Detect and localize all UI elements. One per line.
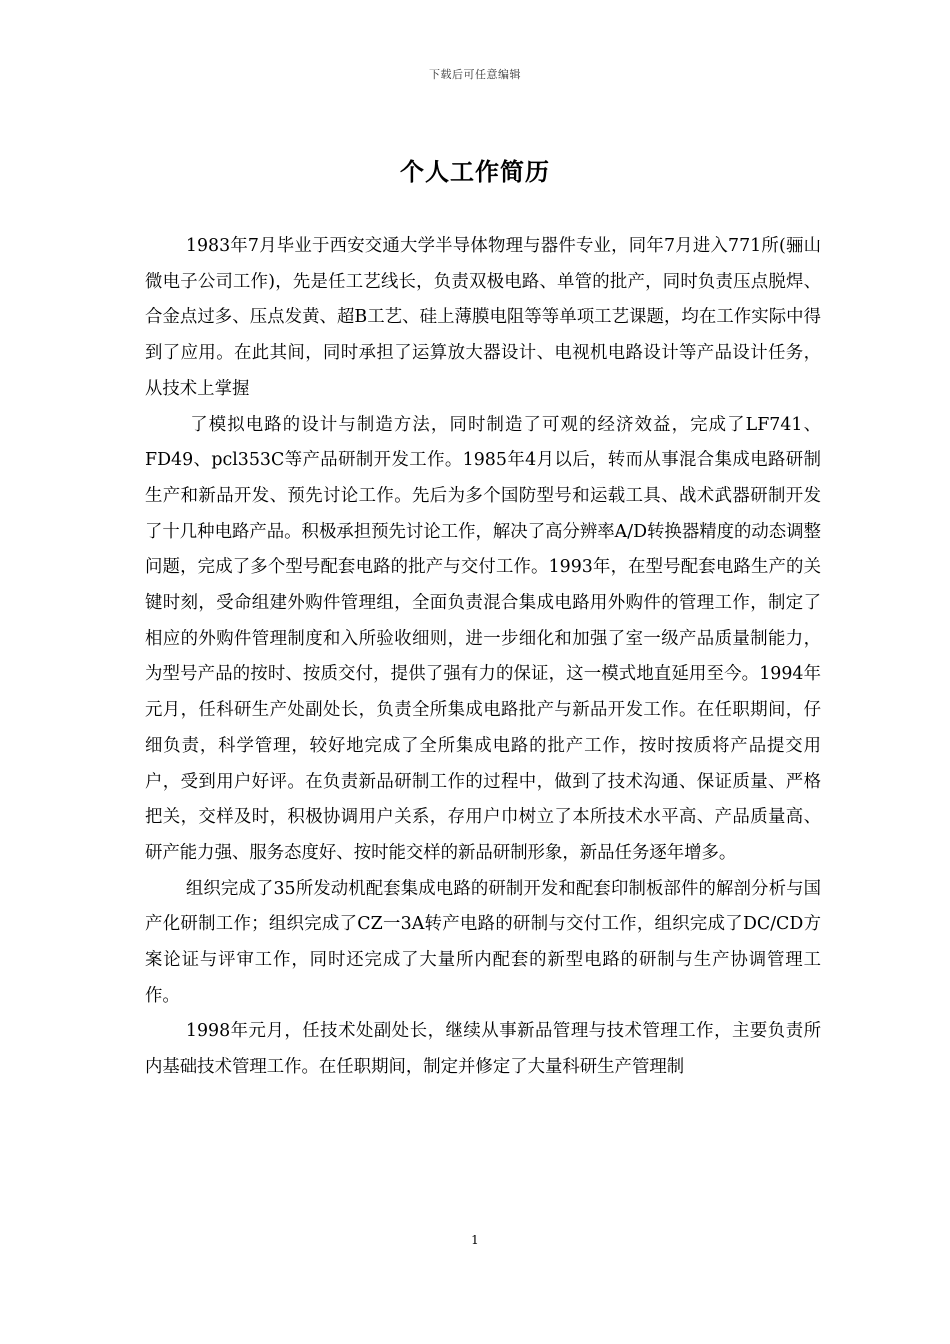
paragraph: 组织完成了35所发动机配套集成电路的研制开发和配套印制板部件的解剖分析与国产化研制工作；组织完成了CZ一3A转产电路的研制与交付工作，组织完成了DC/CD方案论证与评审工作，同时还完成了大量所内配套的新型电路的研制与生产协调管理工作。 [145,878,821,1006]
page-header-note: 下载后可任意编辑 [429,68,521,81]
document-body [145,229,821,1086]
paragraph: 1983年7月毕业于西安交通大学半导体物理与器件专业，同年7月进入771所(骊山微电子公司工作)，先是任工艺线长，负责双极电路、单管的批产，同时负责压点脱焊、合金点过多、压点发黄、超B工艺、硅上薄膜电阻等等单项工艺课题，均在工作实际中得到了应用。在此其间，同时承担了运算放大器设计、电视机电路设计等产品设计任务，从技术上掌握 [145,236,821,399]
paragraph: 了模拟电路的设计与制造方法，同时制造了可观的经济效益，完成了LF741、FD49、pcl353C等产品研制开发工作。1985年4月以后，转而从事混合集成电路研制生产和新品开发、预先讨论工作。先后为多个国防型号和运载工具、战术武器研制开发了十几种电路产品。积极承担预先讨论工作，解决了高分辨率A/D转换器精度的动态调整问题，完成了多个型号配套电路的批产与交付工作。1993年，在型号配套电路生产的关键时刻，受命组建外购件管理组，全面负责混合集成电路用外购件的管理工作，制定了相应的外购件管理制度和入所验收细则，进一步细化和加强了室一级产品质量制能力，为型号产品的按时、按质交付，提供了强有力的保证，这一模式地直延用至今。1994年元月，任科研生产处副处长，负责全所集成电路批产与新品开发工作。在任职期间，仔细负责，科学管理，较好地完成了全所集成电路的批产工作，按时按质将产品提交用户，受到用户好评。在负责新品研制工作的过程中，做到了技术沟通、保证质量、严格把关，交样及时，积极协调用户关系，存用户巾树立了本所技术水平高、产品质量高、研产能力强、服务态度好、按时能交样的新品研制形象，新品任务逐年增多。 [145,414,821,863]
paragraph: 1998年元月，任技术处副处长，继续从事新品管理与技术管理工作，主要负责所内基础技术管理工作。在任职期间，制定并修定了大量科研生产管理制 [145,1021,821,1078]
page-number: 1 [471,1233,479,1247]
document-title: 个人工作简历 [400,157,550,186]
